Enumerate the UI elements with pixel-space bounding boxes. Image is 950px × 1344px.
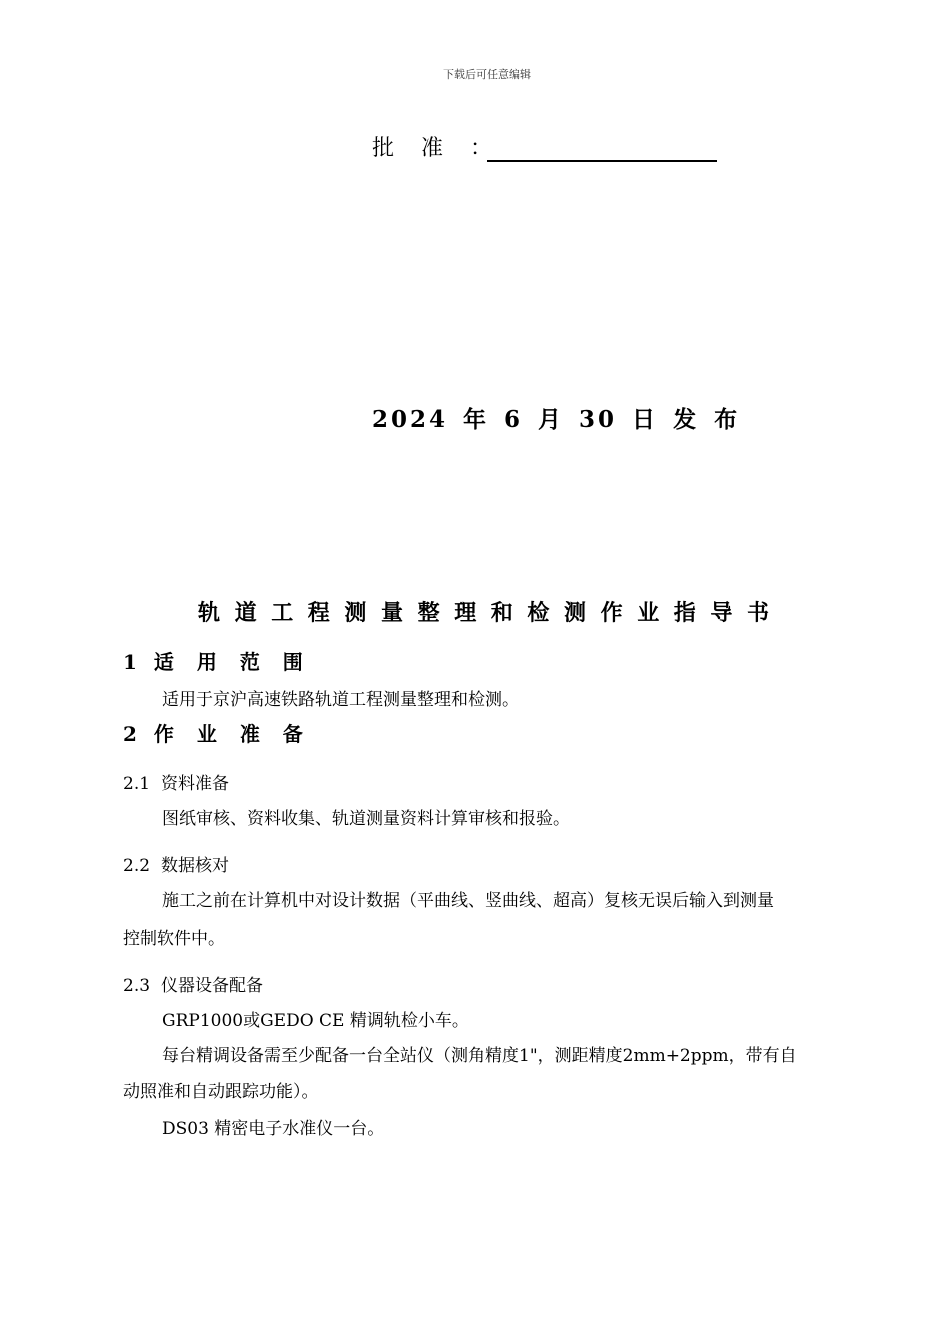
section-2-1-number: 2.1	[123, 774, 151, 794]
section-2-2-title: 数据核对	[161, 856, 229, 876]
section-1-body: 适用于京沪高速铁路轨道工程测量整理和检测。	[162, 690, 519, 710]
section-2-2-heading	[123, 853, 229, 879]
section-2-title: 作 业 准 备	[153, 722, 311, 746]
section-2-2-body-line-2: 控制软件中。	[123, 929, 225, 949]
equipment-item-3: DS03 精密电子水准仪一台。	[162, 1119, 385, 1139]
section-2-3-number: 2.3	[123, 976, 151, 996]
section-1-number: 1	[123, 650, 139, 674]
section-1-heading	[123, 647, 311, 677]
equipment-item-1: GRP1000或GEDO CE 精调轨检小车。	[162, 1011, 469, 1031]
equipment-item-2-line-2: 动照准和自动跟踪功能）。	[123, 1082, 319, 1102]
section-2-number: 2	[123, 722, 139, 746]
document-title: 轨道工程测量整理和检测作业指导书	[198, 600, 784, 626]
section-2-2-body-line-1: 施工之前在计算机中对设计数据（平曲线、竖曲线、超高）复核无误后输入到测量	[162, 891, 774, 911]
section-2-1-heading	[123, 771, 229, 797]
approval-label: 批 准 ：	[372, 136, 502, 161]
section-2-1-title: 资料准备	[161, 774, 229, 794]
section-2-2-number: 2.2	[123, 856, 151, 876]
section-1-title: 适 用 范 围	[153, 650, 311, 674]
section-2-3-heading	[123, 973, 263, 999]
section-2-heading	[123, 719, 311, 749]
release-date: 2024 年 6 月 30 日 发 布	[372, 406, 741, 433]
section-2-1-body: 图纸审核、资料收集、轨道测量资料计算审核和报验。	[162, 809, 570, 829]
header-note: 下载后可任意编辑	[443, 68, 531, 81]
equipment-item-2-line-1: 每台精调设备需至少配备一台全站仪（测角精度1"，测距精度2mm+2ppm，带有自	[162, 1046, 797, 1066]
section-2-3-title: 仪器设备配备	[161, 976, 263, 996]
approval-signature-line	[487, 160, 717, 162]
